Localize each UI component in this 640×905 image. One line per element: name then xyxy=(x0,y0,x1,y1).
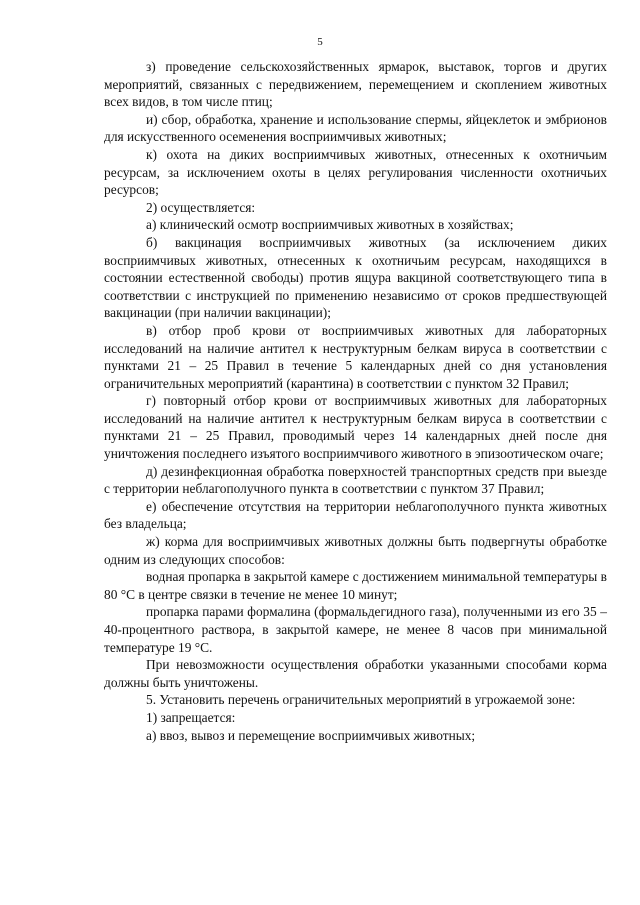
paragraph-z-fairs-ban: з) проведение сельскохозяйственных ярмарок, выставок, торгов и других мероприятий, связанных с передвижением, перемещением и скоплением животных всех видов, в том числе птиц; xyxy=(104,59,607,110)
paragraph-d-vehicle-disinfection: д) дезинфекционная обработка поверхностей транспортных средств при выезде с территории неблагополучного пункта в соответствии с пунктом 37 Правил; xyxy=(104,463,607,497)
document-body xyxy=(104,58,607,744)
paragraph-a-animal-movement-ban: а) ввоз, вывоз и перемещение восприимчивых животных; xyxy=(146,727,476,743)
paragraph-v-blood-sampling: в) отбор проб крови от восприимчивых животных для лабораторных исследований на наличие антител к неструктурным белкам вируса в соответствии с пунктами 21 – 25 Правил в течение 5 календарных дней со дня установления ограничительных мероприятий (карантина) в соответствии с пунктом 32 Правил; xyxy=(104,322,607,391)
paragraph-a-clinical-inspection: а) клинический осмотр восприимчивых животных в хозяйствах; xyxy=(146,217,514,233)
paragraph-1-prohibited: 1) запрещается: xyxy=(146,709,236,725)
paragraph-k-hunting-ban: к) охота на диких восприимчивых животных, отнесенных к охотничьим ресурсам, за исключением охоты в целях регулирования численности охотничьих ресурсов; xyxy=(104,146,607,198)
paragraph-formalin-treatment: пропарка парами формалина (формальдегидного газа), полученными из его 35 – 40-процентного раствора, в закрытой камере, не менее 8 часов при минимальной температуре 19 °С. xyxy=(104,604,607,655)
paragraph-b-vaccination: б) вакцинация восприимчивых животных (за исключением диких восприимчивых животных, отнесенных к охотничьим ресурсам, находящихся в состоянии естественной свободы) против ящура вакциной соответствующего типа в соответствии с инструкцией по применению независимо от сроков предшествующей вакцинации (при наличии вакцинации); xyxy=(104,234,607,321)
paragraph-i-semen-collection-ban: и) сбор, обработка, хранение и использование спермы, яйцеклеток и эмбрионов для искусственного осеменения восприимчивых животных; xyxy=(104,111,607,145)
paragraph-e-ownerless-animals: е) обеспечение отсутствия на территории неблагополучного пункта животных без владельца; xyxy=(104,498,607,532)
paragraph-feed-destruction: При невозможности осуществления обработки указанными способами корма должны быть уничтожены. xyxy=(104,657,607,690)
paragraph-zh-feed-treatment: ж) корма для восприимчивых животных должны быть подвергнуты обработке одним из следующих способов: xyxy=(104,534,607,567)
paragraph-g-repeat-blood-sampling: г) повторный отбор крови от восприимчивых животных для лабораторных исследований на наличие антител к неструктурным белкам вируса в соответствии с пунктами 21 – 25 Правил, проводимый через 14 календарных дней после дня уничтожения последнего изъятого восприимчивого животного в эпизоотическом очаге; xyxy=(104,393,607,462)
paragraph-5-threatened-zone: 5. Установить перечень ограничительных мероприятий в угрожаемой зоне: xyxy=(146,692,576,708)
paragraph-steam-treatment: водная пропарка в закрытой камере с достижением минимальной температуры в 80 °С в центре связки в течение не менее 10 минут; xyxy=(104,569,607,602)
page-number: 5 xyxy=(317,36,323,48)
paragraph-2-carried-out: 2) осуществляется: xyxy=(146,199,256,215)
